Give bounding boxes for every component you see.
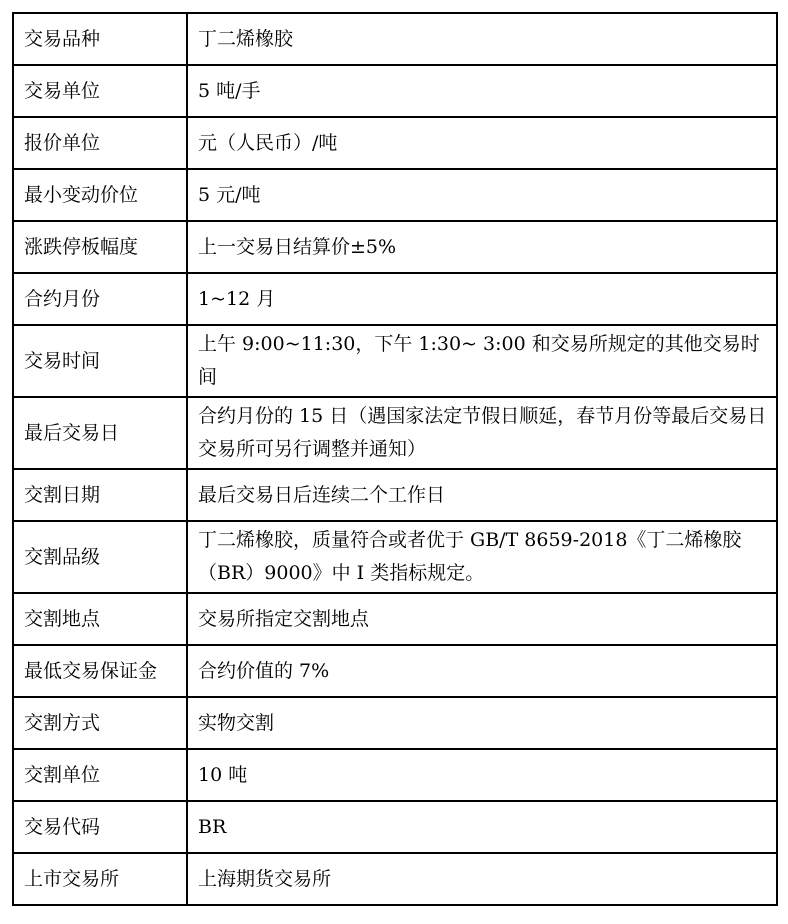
table-row [13,65,777,117]
row-label: 最小变动价位 [13,169,187,221]
row-value: 丁二烯橡胶，质量符合或者优于 GB/T 8659-2018《丁二烯橡胶（BR）9000》中 I 类指标规定。 [187,521,777,593]
table-row [13,273,777,325]
row-label: 交易单位 [13,65,187,117]
row-value: 上午 9:00~11:30，下午 1:30~ 3:00 和交易所规定的其他交易时间 [187,325,777,397]
row-value: 交易所指定交割地点 [187,593,777,645]
row-label: 交割方式 [13,697,187,749]
row-value: BR [187,801,777,853]
table-row [13,469,777,521]
row-label: 合约月份 [13,273,187,325]
table-row [13,169,777,221]
row-label: 报价单位 [13,117,187,169]
row-label: 上市交易所 [13,853,187,905]
table-row [13,221,777,273]
table-row [13,853,777,905]
row-label: 交易品种 [13,13,187,65]
row-value: 5 吨/手 [187,65,777,117]
table-row [13,397,777,469]
contract-spec-table [12,12,778,906]
row-label: 最低交易保证金 [13,645,187,697]
row-label: 涨跌停板幅度 [13,221,187,273]
table-row [13,801,777,853]
row-value: 元（人民币）/吨 [187,117,777,169]
row-value: 最后交易日后连续二个工作日 [187,469,777,521]
row-label: 交割地点 [13,593,187,645]
table-row [13,325,777,397]
row-value: 1~12 月 [187,273,777,325]
row-value: 5 元/吨 [187,169,777,221]
row-label: 交割品级 [13,521,187,593]
row-value: 上海期货交易所 [187,853,777,905]
row-value: 合约价值的 7% [187,645,777,697]
row-label: 交割日期 [13,469,187,521]
row-label: 最后交易日 [13,397,187,469]
table-row [13,13,777,65]
table-row [13,521,777,593]
row-value: 10 吨 [187,749,777,801]
row-value: 实物交割 [187,697,777,749]
table-row [13,645,777,697]
table-row [13,697,777,749]
table-row [13,749,777,801]
row-label: 交割单位 [13,749,187,801]
table-row [13,593,777,645]
row-label: 交易时间 [13,325,187,397]
row-label: 交易代码 [13,801,187,853]
row-value: 丁二烯橡胶 [187,13,777,65]
row-value: 合约月份的 15 日（遇国家法定节假日顺延，春节月份等最后交易日交易所可另行调整并通知） [187,397,777,469]
row-value: 上一交易日结算价±5% [187,221,777,273]
table-row [13,117,777,169]
